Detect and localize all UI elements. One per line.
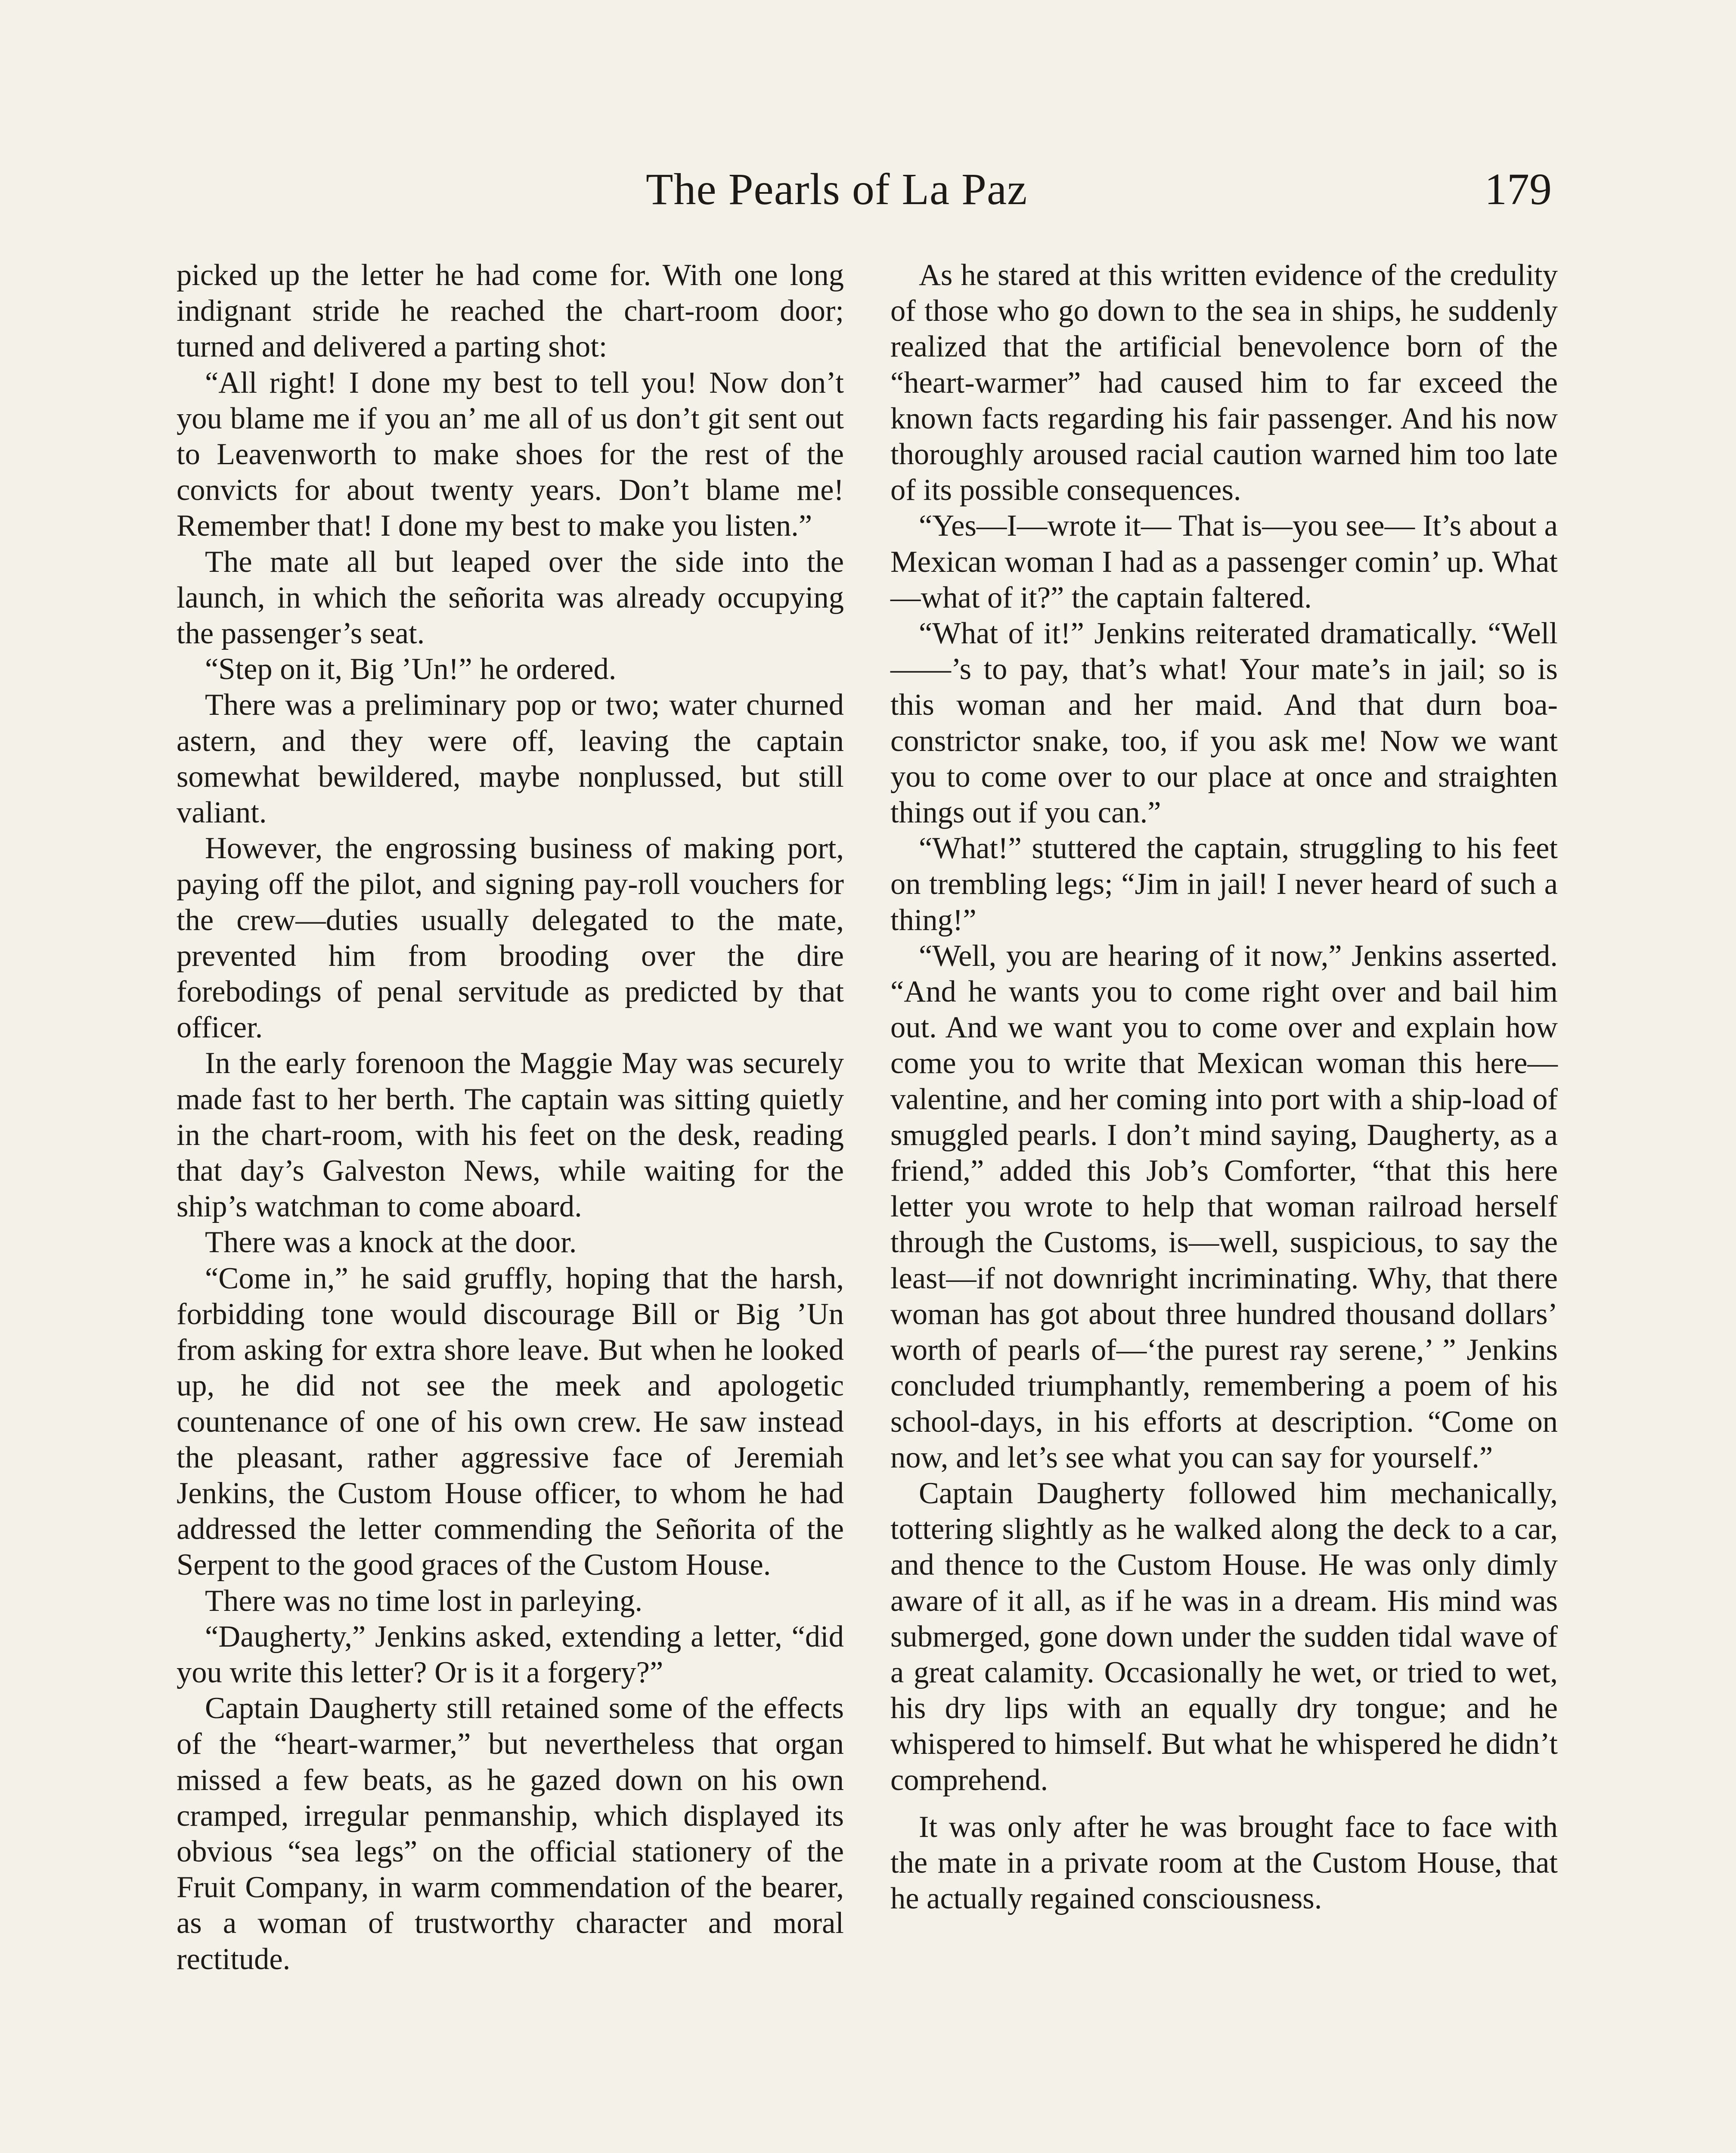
paragraph: Captain Daugherty followed him mechanically, tottering slightly as he walked along the deck to a car, and thence to the Custom House. He was only dimly aware of it all, as if he was in a dream. His mind was submerged, gone down under the sudden tidal wave of a great calamity. Occasionally he wet, or tried to wet, his dry lips with an equally dry tongue; and he whispered to himself. But what he whispered he didn’t comprehend. (890, 1476, 1558, 1797)
paragraph: There was a preliminary pop or two; water churned astern, and they were off, leaving the captain somewhat bewildered, maybe nonplussed, but still valiant. (177, 688, 844, 830)
paragraph: picked up the letter he had come for. With one long indignant stride he reached the chart-room door; turned and delivered a parting shot: (177, 258, 844, 364)
paragraph: As he stared at this written evidence of the credulity of those who go down to the sea in ships, he suddenly realized that the artificial benevolence born of the “heart-warmer” had caused him to far exceed the known facts regarding his fair passenger. And his now thoroughly aroused racial caution warned him too late of its possible consequences. (890, 258, 1558, 507)
paragraph: The mate all but leaped over the side into the launch, in which the señorita was already occupying the passenger’s seat. (177, 545, 844, 651)
paragraph: “Yes—I—wrote it— That is—you see— It’s about a Mexican woman I had as a passenger comin’ up. What—what of it?” the captain faltered. (890, 509, 1558, 614)
paragraph: “Daugherty,” Jenkins asked, extending a letter, “did you write this letter? Or is it a forgery?” (177, 1619, 844, 1689)
paragraph: “Well, you are hearing of it now,” Jenkins asserted. “And he wants you to come right over and bail him out. And we want you to come over and explain how come you to write that Mexican woman this here—valentine, and her coming into port with a ship-load of smuggled pearls. I don’t mind saying, Daugherty, as a friend,” added this Job’s Comforter, “that this here letter you wrote to help that woman railroad herself through the Customs, is—well, suspicious, to say the least—if not downright incriminating. Why, that there woman has got about three hundred thousand dollars’ worth of pearls of—‘the purest ray serene,’ ” Jenkins concluded triumphantly, remembering a poem of his school-days, in his efforts at description. “Come on now, and let’s see what you can say for yourself.” (890, 939, 1558, 1474)
paragraph: “What!” stuttered the captain, struggling to his feet on trembling legs; “Jim in jail! I never heard of such a thing!” (890, 831, 1558, 937)
paragraph: “All right! I done my best to tell you! Now don’t you blame me if you an’ me all of us don’t git sent out to Leavenworth to make shoes for the rest of the convicts for about twenty years. Don’t blame me! Remember that! I done my best to make you listen.” (177, 366, 844, 543)
paragraph: Captain Daugherty still retained some of the effects of the “heart-warmer,” but nevertheless that organ missed a few beats, as he gazed down on his own cramped, irregular penmanship, which displayed its obvious “sea legs” on the official stationery of the Fruit Company, in warm commendation of the bearer, as a woman of trustworthy character and moral rectitude. (177, 1691, 844, 1976)
page-header (0, 159, 1736, 220)
paragraph: “What of it!” Jenkins reiterated dramatically. “Well ——’s to pay, that’s what! Your mate’s in jail; so is this woman and her maid. And that durn boa-constrictor snake, too, if you ask me! Now we want you to come over to our place at once and straighten things out if you can.” (890, 617, 1558, 830)
paragraph: “Come in,” he said gruffly, hoping that the harsh, forbidding tone would discourage Bill or Big ’Un from asking for extra shore leave. But when he looked up, he did not see the meek and apologetic countenance of one of his own crew. He saw instead the pleasant, rather aggressive face of Jeremiah Jenkins, the Custom House officer, to whom he had addressed the letter commending the Señorita of the Serpent to the good graces of the Custom House. (177, 1261, 844, 1582)
paragraph: In the early forenoon the Maggie May was securely made fast to her berth. The captain was sitting quietly in the chart-room, with his feet on the desk, reading that day’s Galveston News, while waiting for the ship’s watchman to come aboard. (177, 1046, 844, 1224)
paragraph: However, the engrossing business of making port, paying off the pilot, and signing pay-roll vouchers for the crew—duties usually delegated to the mate, prevented him from brooding over the dire forebodings of penal servitude as predicted by that officer. (177, 831, 844, 1045)
paragraph: “Step on it, Big ’Un!” he ordered. (205, 652, 617, 686)
running-title: The Pearls of La Paz (646, 164, 1028, 214)
paragraph: There was a knock at the door. (205, 1225, 577, 1260)
paragraph: It was only after he was brought face to face with the mate in a private room at the Custom House, that he actually regained consciousness. (890, 1810, 1558, 1916)
page-number: 179 (1485, 164, 1552, 214)
left-column (177, 257, 844, 1977)
right-column (890, 257, 1558, 1917)
paragraph: There was no time lost in parleying. (205, 1584, 643, 1618)
